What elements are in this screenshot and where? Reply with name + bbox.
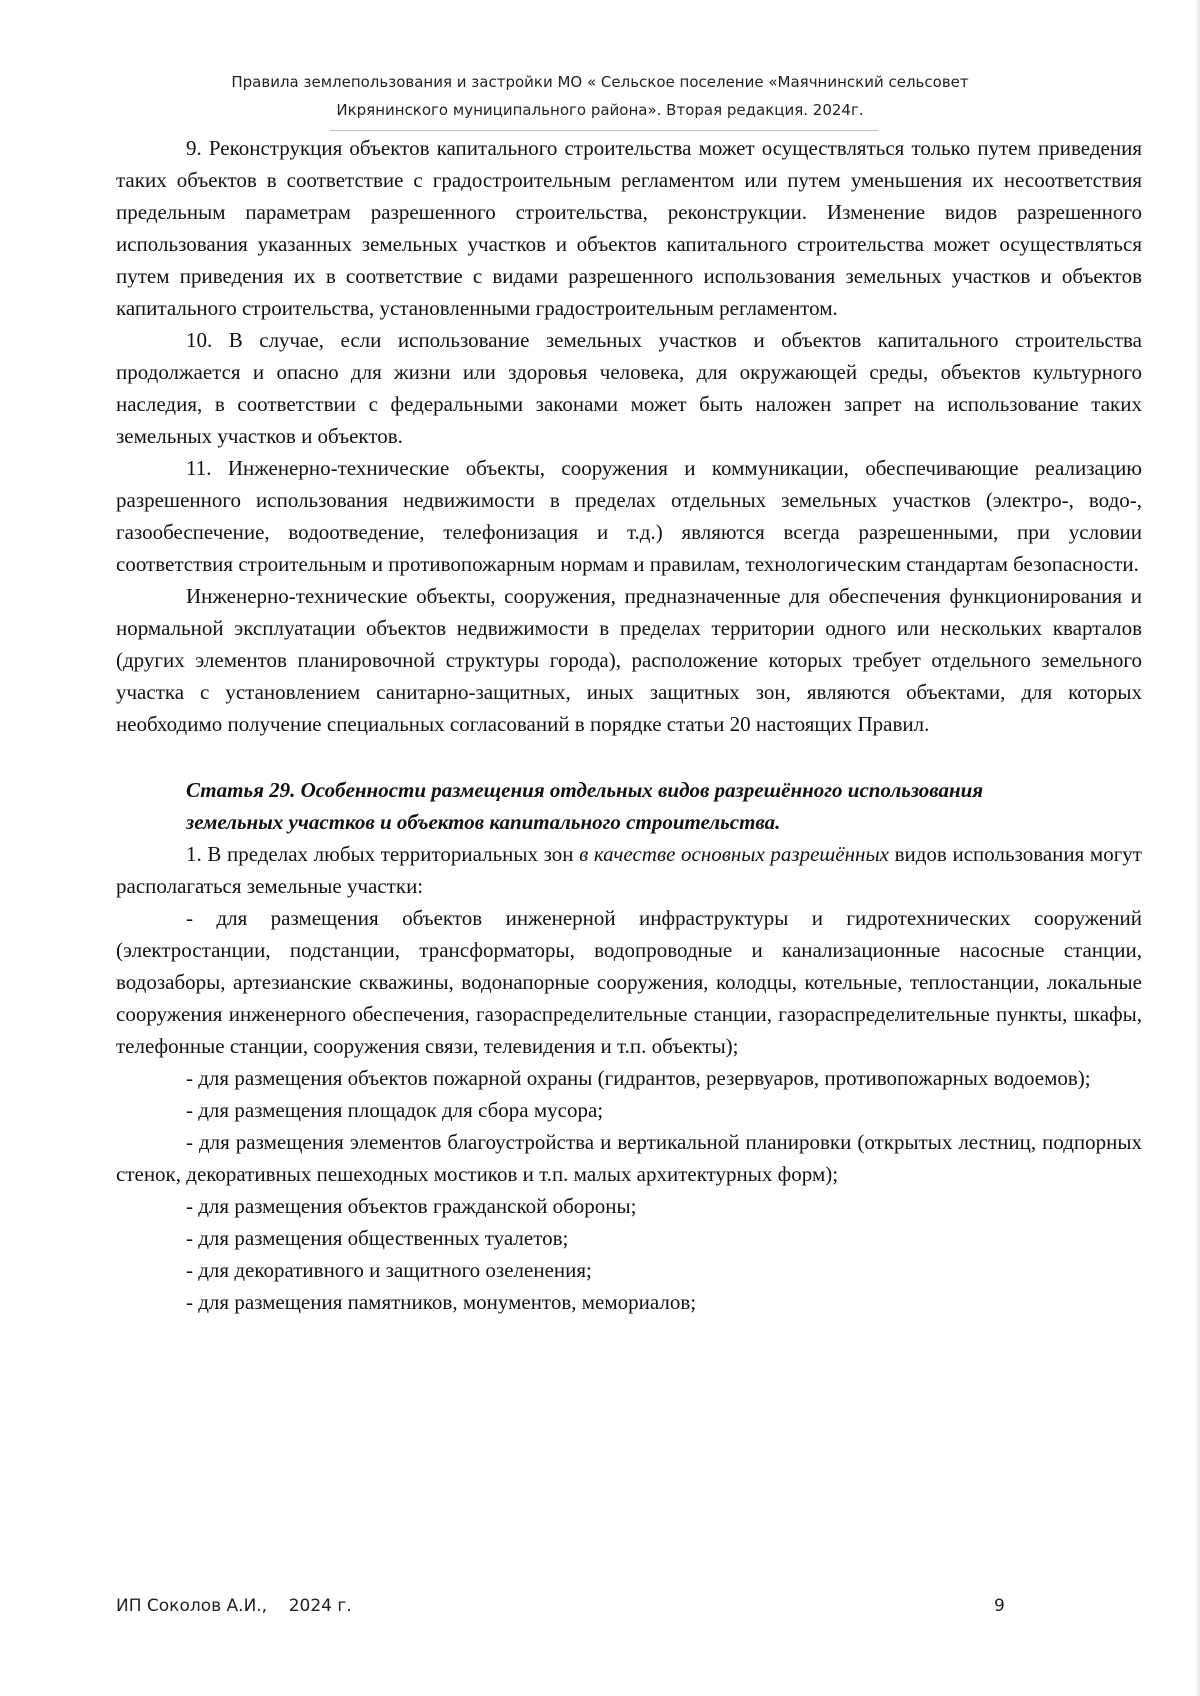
paragraph-11-continued: Инженерно-технические объекты, сооружения, предназначенные для обеспечения функционирования и нормальной эксплуатации объектов недвижимости в пределах территории одного или нескольких кварталов (других элементов планировочной структуры города), расположение которых требует отдельного земельного участка с установлением санитарно-защитных, иных защитных зон, являются объектами, для которых необходимо получение специальных согласований в порядке статьи 20 настоящих Правил.	[116, 584, 1142, 736]
article-29-heading-line-2: земельных участков и объектов капитального строительства.	[186, 810, 781, 834]
paragraph-10: 10. В случае, если использование земельных участков и объектов капитального строительства продолжается и опасно для жизни или здоровья человека, для окружающей среды, объектов культурного наследия, в соответствии с федеральными законами может быть наложен запрет на использование таких земельных участков и объектов.	[116, 328, 1142, 448]
article-29-heading-line-1: Статья 29. Особенности размещения отдельных видов разрешённого использования	[186, 778, 984, 802]
paragraph-11: 11. Инженерно-технические объекты, сооружения и коммуникации, обеспечивающие реализацию разрешенного использования недвижимости в пределах отдельных земельных участков (электро-, водо-, газообеспечение, водоотведение, телефонизация и т.д.) являются всегда разрешенными, при условии соответствия строительным и противопожарным нормам и правилам, технологическим стандартам безопасности.	[116, 456, 1142, 576]
header-line-1: Правила землепользования и застройки МО « Сельское поселение «Маячнинский сельсовет	[231, 73, 969, 91]
list-item: - для размещения объектов инженерной инфраструктуры и гидротехнических сооружений (электростанции, подстанции, трансформаторы, водопроводные и канализационные насосные станции, водозаборы, артезианские скважины, водонапорные сооружения, колодцы, котельные, теплостанции, локальные сооружения инженерного обеспечения, газораспределительные станции, газораспределительные пункты, шкафы, телефонные станции, сооружения связи, телевидения и т.п. объекты);	[116, 906, 1142, 1058]
header-line-2: Икрянинского муниципального района». Вторая редакция. 2024г.	[336, 101, 864, 119]
paragraph-1-italic: в качестве основных разрешённых	[579, 842, 889, 866]
list-item: - для размещения объектов гражданской обороны;	[186, 1194, 637, 1218]
paragraph-9: 9. Реконструкция объектов капитального строительства может осуществляться только путем приведения таких объектов в соответствие с градостроительным регламентом или путем уменьшения их несоответствия предельным параметрам разрешенного строительства, реконструкции. Изменение видов разрешенного использования указанных земельных участков и объектов капитального строительства может осуществляться путем приведения их в соответствие с видами разрешенного использования земельных участков и объектов капитального строительства, установленными градостроительным регламентом.	[116, 136, 1142, 320]
list-item: - для размещения площадок для сбора мусора;	[186, 1098, 604, 1122]
list-item: - для размещения памятников, монументов, мемориалов;	[186, 1290, 697, 1314]
document-body	[116, 132, 1142, 1318]
list-item: - для размещения объектов пожарной охраны (гидрантов, резервуаров, противопожарных водоемов);	[186, 1066, 1091, 1090]
page-edge-shadow	[1194, 0, 1200, 1696]
list-item: - для размещения общественных туалетов;	[186, 1226, 569, 1250]
running-header	[130, 68, 1070, 124]
article-29-heading	[116, 774, 1142, 838]
paragraph-1-end: видов использования могут располагаться земельные участки:	[116, 842, 1142, 898]
paragraph-1-start: 1. В пределах любых территориальных зон	[186, 842, 580, 866]
footer-author: ИП Соколов А.И., 2024 г.	[116, 1596, 352, 1616]
section-gap	[116, 740, 1142, 774]
list-item: - для размещения элементов благоустройства и вертикальной планировки (открытых лестниц, подпорных стенок, декоративных пешеходных мостиков и т.п. малых архитектурных форм);	[116, 1130, 1142, 1186]
article-29-paragraph-1	[116, 838, 1142, 902]
list-item: - для декоративного и защитного озеленения;	[186, 1258, 592, 1282]
page-number: 9	[994, 1596, 1005, 1616]
header-divider	[330, 130, 878, 131]
